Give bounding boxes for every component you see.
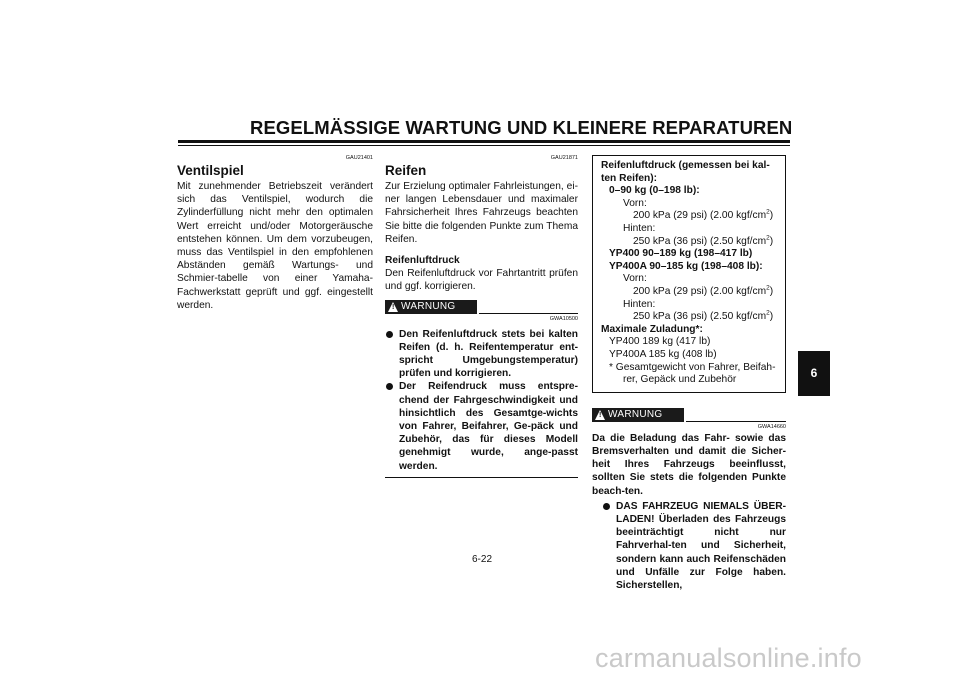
warning-label: WARNUNG [608,408,663,420]
spec-front-label: Vorn: [623,273,647,285]
header-rule [178,140,790,143]
spec-front-value: 200 kPa (29 psi) (2.00 kgf/$cm^2$) [633,284,774,297]
header-rule-thin [178,145,790,146]
bullet-text: DAS FAHRZEUG NIEMALS ÜBER-LADEN! Überladen des Fahrzeugs beeinträchtigt nicht nur Fahrverhal-ten und Sicherheit, sondern kann auch Reifenschäden und Unfälle zur Folge haben. Sicherstellen, [616,500,786,591]
spec-max-load-1: YP400 189 kg (417 lb) [609,336,711,348]
watermark: carmanualsonline.info [595,643,862,673]
bullet-icon [386,331,393,338]
spec-footnote-1: * Gesamtgewicht von Fahrer, Beifah- [609,361,776,373]
list-item [385,328,578,381]
spec-max-load-label: Maximale Zuladung*: [601,323,703,335]
chapter-tab: 6 [798,351,830,396]
bullet-icon [603,503,610,510]
spec-rear-label: Hinten: [623,222,656,234]
spec-range-1: 0–90 kg (0–198 lb): [609,185,700,197]
warning-paragraph: Da die Beladung das Fahr- sowie das Bremsverhalten und damit die Sicher-heit Ihres Fahrzeugs beeinflusst, sollten Sie stets die folgenden Punkte beach-ten. [592,432,786,497]
spec-footnote-2: rer, Gepäck und Zubehör [623,374,737,386]
warning-end-rule [385,477,578,478]
spec-front-label: Vorn: [623,197,647,209]
section-code: GAU21871 [550,155,578,161]
bullet-icon [386,383,393,390]
warning-bullets [602,500,786,592]
column-tire-specs [592,155,786,592]
spec-front-value: 200 kPa (29 psi) (2.00 kgf/$cm^2$) [633,208,774,222]
exclamation-icon: ! [392,303,395,311]
warning-header [385,300,578,314]
bullet-text: Der Reifendruck muss entspre-chend der Fahrgeschwindigkeit und hinsichtlich des Gesamtge-wichts von Fahrer, Beifahrer, Ge-päck und Zubehör, das für dieses Modell genehmigt wurde, ange-passt werden. [399,381,578,472]
list-item [385,380,578,472]
tire-pressure-spec-box [592,155,786,393]
spec-rear-value: 250 kPa (36 psi) (2.50 kgf/$cm^2$) [633,234,774,247]
spec-rear-value: 250 kPa (36 psi) (2.50 kgf/$cm^2$) [633,309,774,323]
warning-rule [479,313,578,314]
spec-rear-label: Hinten: [623,298,656,310]
warning-badge [592,408,684,422]
warning-code: GWA10500 [549,315,578,322]
paragraph-tires-intro: Zur Erzielung optimaler Fahrleistungen, ei-ner langen Lebensdauer und maximaler Fahrsicherheit Ihres Fahrzeugs beachten Sie bitte die folgenden Punkte zum Thema Reifen. [385,181,578,245]
list-item [602,500,786,592]
column-valve-clearance [177,150,373,312]
exclamation-icon: ! [599,411,602,419]
spec-range-3: YP400A 90–185 kg (198–408 lb): [609,260,763,272]
spec-max-load-2: YP400A 185 kg (408 lb) [609,348,717,360]
section-code: GAU21401 [345,155,373,161]
paragraph-tire-pressure: Den Reifenluftdruck vor Fahrtantritt prüfen und ggf. korrigieren. [385,268,578,293]
column-tires [385,150,578,478]
warning-label: WARNUNG [401,300,456,312]
page-title: REGELMÄSSIGE WARTUNG UND KLEINERE REPARATUREN [250,117,793,138]
page-number: 6-22 [471,554,492,565]
warning-header [592,408,786,422]
paragraph-valve-clearance: Mit zunehmender Betriebszeit verändert sich das Ventilspiel, wodurch die Zylinderfüllung nicht mehr den optimalen Wert erreicht und/oder Motorgeräusche entstehen können. Um dem vorzubeugen, muss das Ventilspiel in den empfohlenen Abständen gemäß Wartungs- und Schmier-tabelle von einer Yamaha-Fachwerkstatt geprüft und ggf. eingestellt werden. [177,181,373,311]
warning-rule [686,421,786,422]
section-heading-tires: Reifen [385,163,427,178]
spec-range-2: YP400 90–189 kg (198–417 lb) [609,248,753,260]
section-heading-valve-clearance: Ventilspiel [177,163,244,178]
bullet-text: Den Reifenluftdruck stets bei kalten Reifen (d. h. Reifentemperatur ent-spricht Umgebungstemperatur) prüfen und korrigieren. [399,328,578,380]
warning-badge [385,300,477,314]
spec-title: Reifenluftdruck (gemessen bei kal-ten Reifen): [601,160,770,184]
subheading-tire-pressure: Reifenluftdruck [385,255,460,267]
warning-bullets [385,328,578,473]
warning-code: GWA14660 [757,423,786,430]
